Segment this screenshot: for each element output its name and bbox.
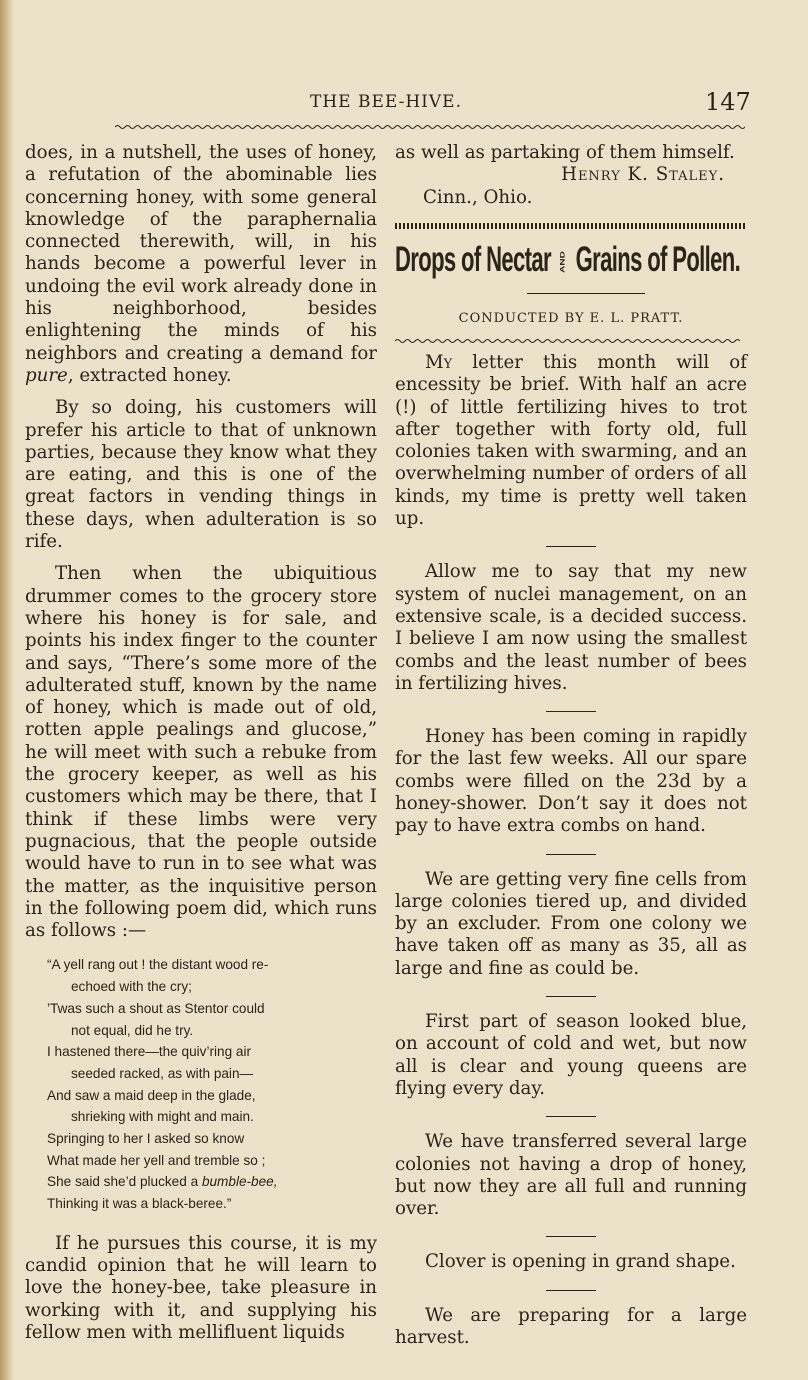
paragraph: does, in a nutshell, the uses of honey, a refutation of the abominable lies concerning honey, with some general knowledge of the paraphernalia connected therewith, will, in his hands become a powerful lever in undoing the evil work already done in his neighborhood, besides enlightening the minds of his neighbors and creating a demand for pure, extracted honey.	[25, 142, 377, 386]
poem-line: echoed with the cry;	[71, 979, 192, 995]
paragraph: Allow me to say that my new system of nuclei management, on an extensive scale, is a decided success. I believe I am now using the smallest combs and the least number of bees in fertilizing hives.	[395, 561, 747, 694]
paragraph: Clover is opening in grand shape.	[425, 1251, 736, 1273]
paragraph: as well as partaking of them himself.	[395, 142, 735, 163]
poem-line: shrieking with might and main.	[71, 1109, 254, 1125]
author-signature: Henry K. Staley.	[561, 164, 725, 186]
poem-line: seeded racked, as with pain—	[71, 1065, 254, 1081]
poem-line: Thinking it was a black-beree.”	[47, 1196, 232, 1212]
and-glyph: AND	[559, 250, 567, 273]
running-title: THE BEE-HIVE.	[310, 92, 462, 112]
separator	[546, 546, 596, 547]
page-edge	[0, 0, 14, 1380]
poem-line: not equal, did he try.	[71, 1022, 194, 1038]
left-column	[25, 142, 377, 1344]
ornamental-rule	[395, 223, 747, 229]
poem-line: She said she’d plucked a bumble-bee,	[47, 1174, 278, 1190]
paragraph: First part of season looked blue, on account of cold and wet, but now all is clear and young queens are flying every day.	[395, 1011, 747, 1099]
paragraph: If he pursues this course, it is my candid opinion that he will learn to love the honey-bee, take pleasure in working with it, and supplying his fellow men with mellifluent liquids	[25, 1232, 377, 1344]
conducted-by: CONDUCTED BY E. L. PRATT.	[458, 310, 684, 326]
paragraph: We are preparing for a large harvest.	[395, 1304, 747, 1349]
department-title: Drops of Nectar AND Grains of Pollen.	[395, 239, 741, 279]
right-column	[395, 142, 747, 1349]
separator	[546, 1290, 596, 1291]
paragraph: My letter this month will of encessity be brief. With half an acre (!) of little fertilizing hives to trot after together with forty old, full colonies taken with swarming, and an overwhelming number of orders of all kinds, my time is pretty well taken up.	[395, 351, 747, 530]
author-location: Cinn., Ohio.	[423, 186, 533, 208]
poem-line: And saw a maid deep in the glade,	[47, 1087, 256, 1103]
paragraph: Then when the ubiquitious drummer comes to the grocery store where his honey is for sale, and points his index finger to the counter and says, “There’s some more of the adulterated stuff, known by the name of honey, which is made out of old, rotten apple pealings and glucose,” he will meet with such a rebuke from the grocery keeper, as well as his customers which may be there, that I think if these limbs were very pugnacious, that the people outside would have to run in to see what was the matter, as the inquisitive person in the following poem did, which runs as follows :—	[25, 563, 377, 942]
running-header	[0, 88, 808, 122]
paragraph: Honey has been coming in rapidly for the last few weeks. All our spare combs were filled on the 23d by a honey-shower. Don’t say it does not pay to have extra combs on hand.	[395, 726, 747, 837]
separator	[546, 854, 596, 855]
separator	[546, 1116, 596, 1117]
title-rule	[527, 293, 645, 294]
poem-line: What made her yell and tremble so ;	[47, 1152, 266, 1168]
poem-line: Springing to her I asked so know	[47, 1131, 245, 1147]
page-number: 147	[705, 88, 751, 116]
paragraph: By so doing, his customers will prefer his article to that of unknown parties, because they know what they are eating, and this is one of the great factors in vending things in these days, when adulteration is so rife.	[25, 397, 377, 553]
poem-line: ’Twas such a shout as Stentor could	[47, 1000, 265, 1016]
paragraph: We are getting very fine cells from large colonies tiered up, and divided by an excluder. From one colony we have taken off as many as 35, all as large and fine as could be.	[395, 868, 747, 979]
header-wavy-rule	[115, 124, 745, 130]
poem-line: I hastened there—the quiv’ring air	[47, 1044, 252, 1060]
emphasis-pure: pure	[25, 364, 68, 386]
paragraph: We have transferred several large colonies not having a drop of honey, but now they are all full and running over.	[395, 1131, 747, 1220]
poem	[47, 954, 377, 1214]
separator	[546, 1236, 596, 1237]
separator	[546, 996, 596, 997]
poem-line: “A yell rang out ! the distant wood re-	[47, 957, 269, 973]
separator	[546, 711, 596, 712]
section-wavy-rule	[395, 338, 740, 344]
